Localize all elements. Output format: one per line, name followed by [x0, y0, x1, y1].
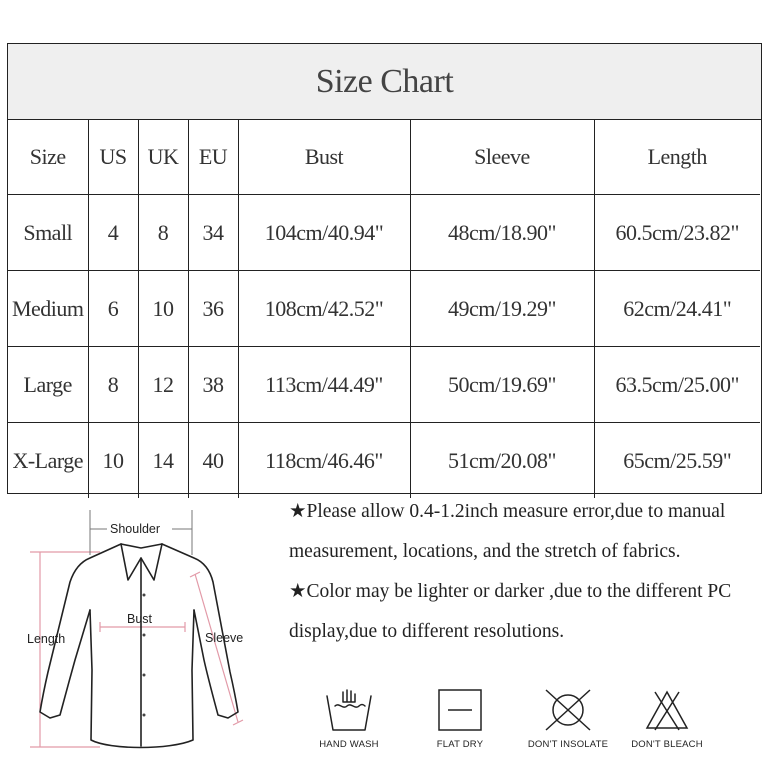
bust-label: Bust: [127, 612, 153, 626]
table-cell: 8: [88, 347, 138, 423]
table-cell: 8: [138, 195, 188, 271]
shoulder-label: Shoulder: [110, 522, 161, 536]
table-cell: 62cm/24.41": [594, 271, 760, 347]
column-header: Size: [8, 119, 88, 195]
column-header: US: [88, 119, 138, 195]
flat-dry-item: [410, 688, 510, 750]
table-cell: 14: [138, 423, 188, 499]
size-table: [8, 119, 760, 498]
table-cell: Large: [8, 347, 88, 423]
table-cell: 12: [138, 347, 188, 423]
chart-title: Size Chart: [8, 44, 761, 120]
column-header: Bust: [238, 119, 410, 195]
size-row: [8, 347, 760, 423]
size-row: [8, 195, 760, 271]
dont-insolate-label: DON'T INSOLATE: [527, 739, 609, 750]
dont-insolate-icon: [542, 688, 594, 732]
table-cell: 108cm/42.52": [238, 271, 410, 347]
column-header: Sleeve: [410, 119, 594, 195]
table-cell: 65cm/25.59": [594, 423, 760, 499]
table-cell: 6: [88, 271, 138, 347]
table-cell: Small: [8, 195, 88, 271]
length-label: Length: [27, 632, 66, 646]
table-cell: 51cm/20.08": [410, 423, 594, 499]
dont-bleach-icon: [641, 688, 693, 732]
table-cell: 104cm/40.94": [238, 195, 410, 271]
dont-bleach-item: [617, 688, 717, 750]
column-header: UK: [138, 119, 188, 195]
table-cell: Medium: [8, 271, 88, 347]
table-cell: 63.5cm/25.00": [594, 347, 760, 423]
table-cell: 113cm/44.49": [238, 347, 410, 423]
table-cell: 60.5cm/23.82": [594, 195, 760, 271]
hand-wash-item: [299, 688, 399, 750]
color-note: ★Color may be lighter or darker ,due to the different PC display,due to different resolutions.: [289, 581, 732, 642]
notes: [289, 492, 759, 652]
column-header: Length: [594, 119, 760, 195]
flat-dry-label: FLAT DRY: [436, 739, 484, 750]
size-chart: [7, 43, 762, 494]
table-cell: 10: [88, 423, 138, 499]
table-cell: 34: [188, 195, 238, 271]
hand-wash-icon: [323, 688, 375, 732]
size-row: [8, 423, 760, 499]
dont-insolate-item: [518, 688, 618, 750]
table-cell: 49cm/19.29": [410, 271, 594, 347]
header-row: [8, 119, 760, 195]
garment-diagram: [0, 500, 280, 768]
table-cell: 4: [88, 195, 138, 271]
measurement-note: ★Please allow 0.4-1.2inch measure error,due to manual measurement, locations, and the stretch of fabrics.: [289, 501, 726, 562]
sleeve-label: Sleeve: [205, 631, 244, 645]
column-header: EU: [188, 119, 238, 195]
table-cell: 48cm/18.90": [410, 195, 594, 271]
table-cell: 118cm/46.46": [238, 423, 410, 499]
hand-wash-label: HAND WASH: [319, 739, 379, 750]
flat-dry-icon: [434, 688, 486, 732]
size-row: [8, 271, 760, 347]
table-cell: 10: [138, 271, 188, 347]
table-cell: 50cm/19.69": [410, 347, 594, 423]
table-cell: X-Large: [8, 423, 88, 499]
dont-bleach-label: DON'T BLEACH: [631, 739, 703, 750]
table-cell: 38: [188, 347, 238, 423]
table-cell: 36: [188, 271, 238, 347]
table-cell: 40: [188, 423, 238, 499]
